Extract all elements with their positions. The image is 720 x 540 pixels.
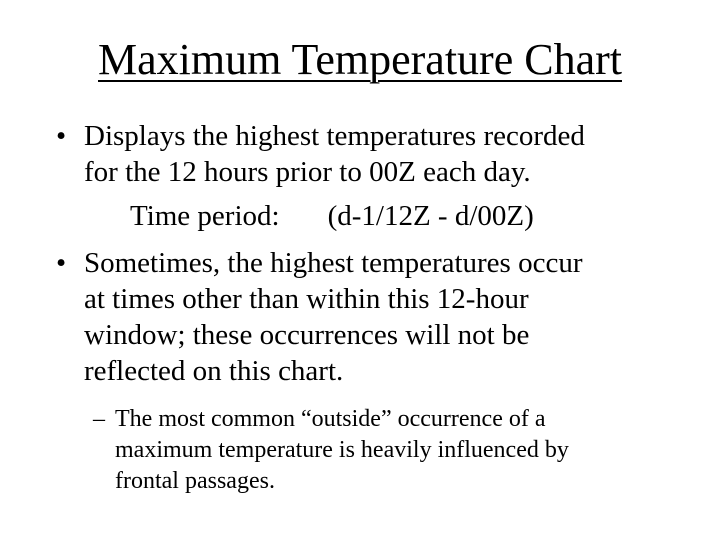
sub-bullet-text xyxy=(115,404,569,497)
sub-bullet-marker: – xyxy=(93,406,105,432)
time-period-label: Time period: xyxy=(130,200,280,232)
sub-bullet-line: maximum temperature is heavily influenced by xyxy=(115,437,569,463)
bullet-line: reflected on this chart. xyxy=(84,355,344,387)
time-period-value: (d-1/12Z - d/00Z) xyxy=(327,200,534,232)
bullet-marker: • xyxy=(56,247,67,279)
sub-bullet-line: The most common “outside” occurrence of a xyxy=(115,406,546,432)
time-period xyxy=(130,198,534,234)
slide-title-text: Maximum Temperature Chart xyxy=(98,35,622,84)
bullet-text xyxy=(84,245,583,389)
sub-bullet-line: frontal passages. xyxy=(115,468,275,494)
slide-title xyxy=(0,34,720,86)
bullet-text xyxy=(84,118,585,190)
bullet-line: at times other than within this 12-hour xyxy=(84,283,529,315)
bullet-line: window; these occurrences will not be xyxy=(84,319,530,351)
bullet-marker: • xyxy=(56,120,67,152)
bullet-line: Displays the highest temperatures recorded xyxy=(84,120,585,152)
bullet-line: for the 12 hours prior to 00Z each day. xyxy=(84,156,531,188)
bullet-line: Sometimes, the highest temperatures occur xyxy=(84,247,583,279)
